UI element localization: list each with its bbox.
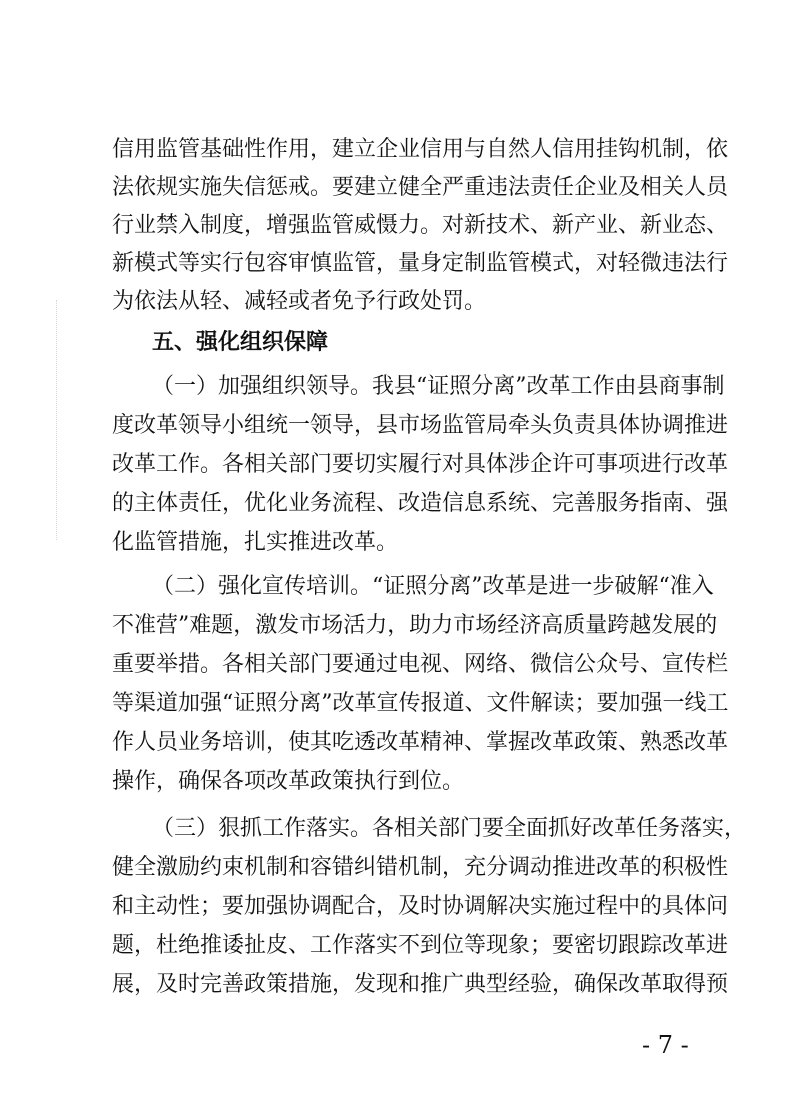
paragraph-line-21: 题，杜绝推诿扯皮、工作落实不到位等现象；要密切跟踪改革进 bbox=[112, 933, 729, 958]
paragraph-line-4: 新模式等实行包容审慎监管，量身定制监管模式，对轻微违法行 bbox=[112, 251, 729, 276]
paragraph-line-3: 行业禁入制度，增强监管威慑力。对新技术、新产业、新业态、 bbox=[112, 213, 729, 238]
paragraph-line-17: 操作，确保各项改革政策执行到位。 bbox=[112, 769, 465, 794]
paragraph-line-14: 重要举措。各相关部门要通过电视、网络、微信公众号、宣传栏 bbox=[112, 652, 729, 677]
paragraph-line-19: 健全激励约束机制和容错纠错机制，充分调动推进改革的积极性 bbox=[112, 855, 729, 880]
paragraph-line-15: 等渠道加强“证照分离”改革宣传报道、文件解读；要加强一线工 bbox=[112, 691, 729, 716]
paragraph-line-5: 为依法从轻、减轻或者免予行政处罚。 bbox=[112, 289, 487, 314]
paragraph-line-11: 化监管措施，扎实推进改革。 bbox=[112, 530, 399, 555]
page-number: - 7 - bbox=[642, 1031, 689, 1059]
paragraph-line-20: 和主动性；要加强协调配合，及时协调解决实施过程中的具体问 bbox=[112, 894, 729, 919]
paragraph-line-12: （二）强化宣传培训。“证照分离”改革是进一步破解“准入 bbox=[152, 574, 714, 599]
section-heading: 五、强化组织保障 bbox=[152, 330, 329, 355]
paragraph-line-10: 的主体责任，优化业务流程、改造信息系统、完善服务指南、强 bbox=[112, 491, 729, 516]
paragraph-line-1: 信用监管基础性作用，建立企业信用与自然人信用挂钩机制，依 bbox=[112, 137, 729, 162]
paragraph-line-7: （一）加强组织领导。我县“证照分离”改革工作由县商事制 bbox=[152, 374, 725, 399]
paragraph-line-13: 不准营”难题，激发市场活力，助力市场经济高质量跨越发展的 bbox=[112, 613, 718, 638]
paragraph-line-18: （三）狠抓工作落实。各相关部门要全面抓好改革任务落实， bbox=[152, 816, 747, 841]
paragraph-line-2: 法依规实施失信惩戒。要建立健全严重违法责任企业及相关人员 bbox=[112, 175, 729, 200]
paragraph-line-8: 度改革领导小组统一领导，县市场监管局牵头负责具体协调推进 bbox=[112, 413, 729, 438]
paragraph-line-9: 改革工作。各相关部门要切实履行对具体涉企许可事项进行改革 bbox=[112, 452, 729, 477]
paragraph-line-16: 作人员业务培训，使其吃透改革精神、掌握改革政策、熟悉改革 bbox=[112, 730, 729, 755]
paragraph-line-22: 展，及时完善政策措施，发现和推广典型经验，确保改革取得预 bbox=[112, 972, 729, 997]
